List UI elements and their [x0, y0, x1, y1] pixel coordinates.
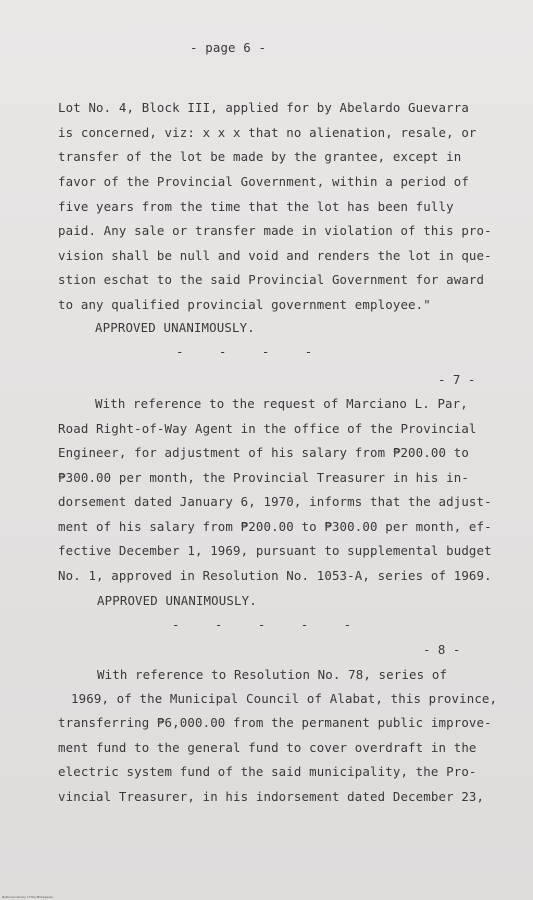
paragraph-line: With reference to the request of Marciano L. Par,: [95, 396, 468, 411]
paragraph-line: five years from the time that the lot has been fully: [58, 199, 454, 214]
paragraph-line: vincial Treasurer, in his indorsement dated December 23,: [58, 789, 485, 804]
paragraph-line: Lot No. 4, Block III, applied for by Abelardo Guevarra: [58, 100, 469, 115]
paragraph-line: to any qualified provincial government employee.": [58, 297, 431, 312]
paragraph-line: favor of the Provincial Government, within a period of: [58, 174, 469, 189]
section-separator: - - - -: [176, 344, 327, 359]
paragraph-line: electric system fund of the said municipality, the Pro-: [58, 764, 477, 779]
paragraph-line: transferring ₱6,000.00 from the permanent public improve-: [58, 715, 492, 730]
footer-watermark: National Library of the Philippines: [2, 895, 53, 899]
paragraph-line: ment fund to the general fund to cover overdraft in the: [58, 740, 477, 755]
approval-line: APPROVED UNANIMOUSLY.: [97, 593, 257, 608]
page-header: - page 6 -: [190, 40, 267, 55]
paragraph-line: ₱300.00 per month, the Provincial Treasurer in his in-: [58, 470, 469, 485]
paragraph-line: is concerned, viz: x x x that no alienation, resale, or: [58, 125, 477, 140]
paragraph-line: Engineer, for adjustment of his salary from ₱200.00 to: [58, 445, 469, 460]
paragraph-line: 1969, of the Municipal Council of Alabat, this province,: [71, 691, 498, 706]
section-number: - 8 -: [423, 642, 461, 657]
paragraph-line: ment of his salary from ₱200.00 to ₱300.00 per month, ef-: [58, 519, 492, 534]
section-number: - 7 -: [438, 372, 476, 387]
paragraph-line: paid. Any sale or transfer made in violation of this pro-: [58, 223, 492, 238]
paragraph-line: fective December 1, 1969, pursuant to supplemental budget: [58, 543, 492, 558]
paragraph-line: No. 1, approved in Resolution No. 1053-A, series of 1969.: [58, 568, 492, 583]
paragraph-line: stion eschat to the said Provincial Government for award: [58, 272, 485, 287]
section-separator: - - - - -: [172, 617, 366, 632]
approval-line: APPROVED UNANIMOUSLY.: [95, 320, 255, 335]
paragraph-line: transfer of the lot be made by the grantee, except in: [58, 149, 462, 164]
paragraph-line: With reference to Resolution No. 78, series of: [97, 667, 448, 682]
paragraph-line: vision shall be null and void and renders the lot in que-: [58, 248, 492, 263]
paragraph-line: dorsement dated January 6, 1970, informs that the adjust-: [58, 494, 492, 509]
paragraph-line: Road Right-of-Way Agent in the office of the Provincial: [58, 421, 477, 436]
